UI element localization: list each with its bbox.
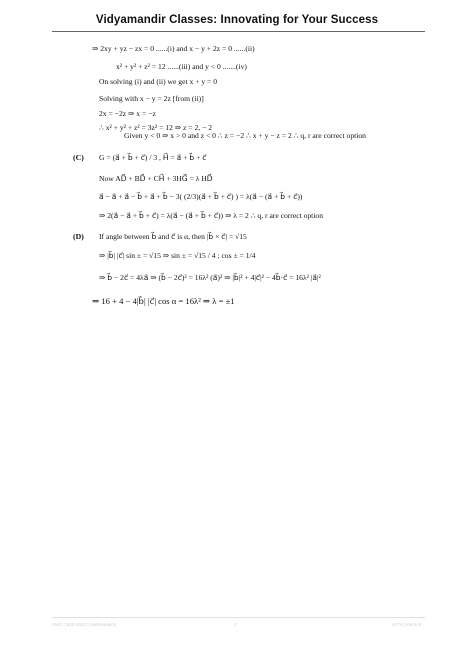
option-d-line-1: If angle between b⃗ and c⃗ is α, then |b⃗ × c⃗| = √15: [99, 232, 247, 241]
solution-line-7: Given y < 0 ⇒ x > 0 and z < 0 ∴ z = −2 ∴ x + y − z = 2 ∴ q, r are correct option: [124, 131, 366, 140]
solution-line-1: ⇒ 2xy + yz − zx = 0 ......(i) and x − y + 2z = 0 ......(ii): [92, 44, 255, 53]
option-d-line-4: ⇒ 16 + 4 − 4|b⃗| |c⃗| cos α = 16λ² ⇒ λ = ±1: [92, 296, 235, 306]
option-c-line-4: ⇒ 2(a⃗ − a⃗ + b⃗ + c⃗) = λ(a⃗ − (a⃗ + b⃗ + c⃗)) ⇒ λ = 2 ∴ q, r are correct option: [99, 211, 323, 220]
footer-right-text: AITS | Mock-5: [392, 622, 422, 627]
solution-line-2: x² + y² + z² = 12 ......(iii) and y < 0 .......(iv): [116, 62, 247, 71]
option-d-line-2: ⇒ |b⃗| |c⃗| sin ± = √15 ⇒ sin ± = √15 / 4 ; cos ± = 1/4: [99, 251, 256, 260]
option-c-line-2: Now AD⃗ + BD⃗ + CH⃗ + 3HG⃗ = λ HD⃗: [99, 174, 213, 183]
solution-line-6: ∴ x² + y² + z² = 3z² = 12 ⇒ z = 2, − 2: [99, 123, 213, 132]
page-header-title: Vidyamandir Classes: Innovating for Your Success: [95, 14, 379, 26]
option-c-line-3: a⃗ − a⃗ + a⃗ − b⃗ + a⃗ + b⃗ − 3( (2/3)(a⃗ + b⃗ + c⃗) ) = λ(a⃗ − (a⃗ + b⃗ + c⃗)): [99, 192, 303, 201]
solution-line-5: 2x = −2z ⇒ x = −z: [99, 109, 156, 118]
option-c-label: (C): [73, 153, 84, 162]
footer-left-text: VMC | JEE-2022 | Mathematics: [52, 622, 116, 627]
solution-line-3: On solving (i) and (ii) we get x + y = 0: [99, 77, 218, 86]
option-d-label: (D): [73, 232, 84, 241]
footer-divider: [52, 617, 425, 618]
option-d-line-3: ⇒ b⃗ − 2c⃗ = 4λa⃗ ⇒ (b⃗ − 2c⃗)² = 16λ² (a⃗)² ⇒ |b⃗|² + 4|c⃗|² − 4b⃗·c⃗ = 16λ² |a⃗|²: [99, 273, 321, 282]
footer-page-number: 2: [234, 622, 237, 627]
option-c-line-1: G = (a⃗ + b⃗ + c⃗) / 3 , H⃗ = a⃗ + b⃗ + c⃗: [99, 153, 207, 162]
header-divider: [52, 31, 425, 32]
solution-line-4: Solving with x − y = 2z [from (ii)]: [99, 94, 204, 103]
